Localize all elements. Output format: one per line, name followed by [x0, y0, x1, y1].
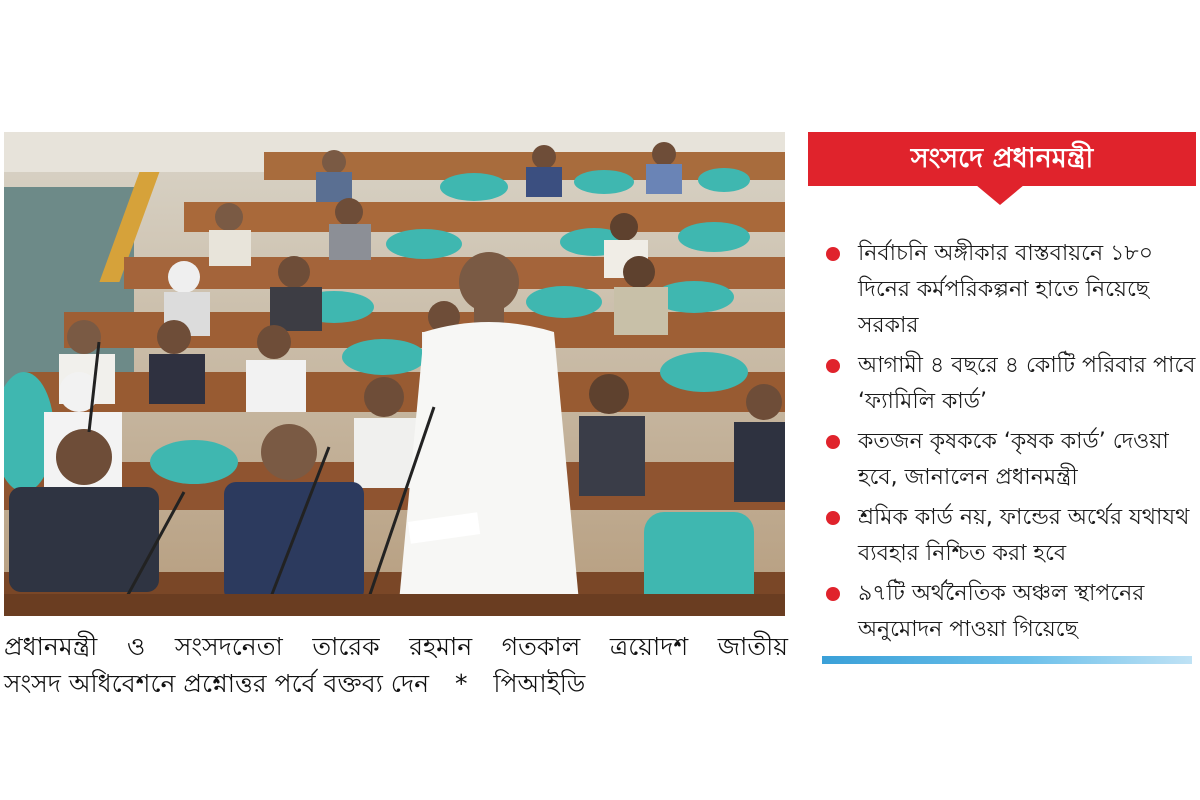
key-point — [820, 236, 1196, 344]
caption-separator: * — [454, 669, 468, 698]
key-point-text: আগামী ৪ বছরে ৪ কোটি পরিবার পাবে ‘ফ্যামিলি কার্ড’ — [858, 353, 1196, 414]
banner-pointer — [976, 185, 1024, 205]
key-point-text: কতজন কৃষককে ‘কৃষক কার্ড’ দেওয়া হবে, জানালেন প্রধানমন্ত্রী — [858, 429, 1169, 490]
bottom-accent-rule — [822, 656, 1192, 664]
caption-line-1: প্রধানমন্ত্রী ও সংসদনেতা তারেক রহমান গতকাল ত্রয়োদশ জাতীয় — [4, 632, 788, 661]
bullet-dot-icon — [826, 587, 840, 601]
key-point — [820, 348, 1196, 420]
parliament-scene — [4, 132, 785, 616]
key-point — [820, 576, 1196, 648]
bullet-dot-icon — [826, 247, 840, 261]
parliament-photo — [4, 132, 785, 616]
key-point-text: শ্রমিক কার্ড নয়, ফান্ডের অর্থের যথাযথ ব্যবহার নিশ্চিত করা হবে — [858, 505, 1190, 566]
sidebar-banner-title: সংসদে প্রধানমন্ত্রী — [808, 132, 1196, 186]
key-point — [820, 500, 1196, 572]
bullet-dot-icon — [826, 359, 840, 373]
bullet-dot-icon — [826, 435, 840, 449]
key-point-text: নির্বাচনি অঙ্গীকার বাস্তবায়নে ১৮০ দিনের কর্মপরিকল্পনা হাতে নিয়েছে সরকার — [858, 241, 1153, 338]
photo-credit: পিআইডি — [493, 669, 586, 698]
bullet-dot-icon — [826, 511, 840, 525]
key-point — [820, 424, 1196, 496]
photo-caption — [4, 628, 788, 702]
caption-line-2-text: সংসদ অধিবেশনে প্রশ্নোত্তর পর্বে বক্তব্য দেন — [4, 669, 430, 698]
key-points-list — [820, 236, 1196, 652]
caption-line-2 — [4, 665, 788, 702]
key-point-text: ৯৭টি অর্থনৈতিক অঞ্চল স্থাপনের অনুমোদন পাওয়া গিয়েছে — [858, 581, 1145, 642]
